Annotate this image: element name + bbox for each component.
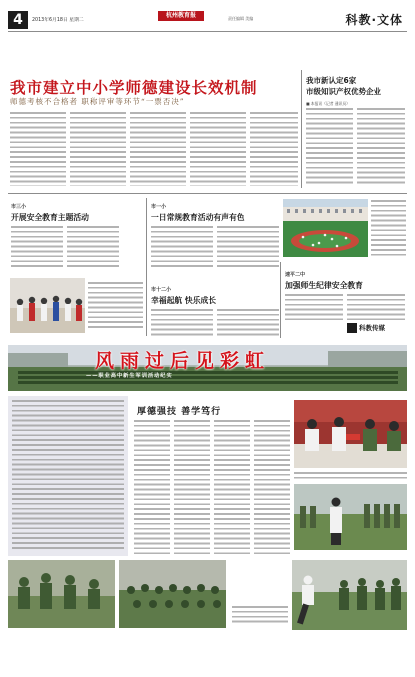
banner-subtitle: ——职业高中新生军训活动纪实 — [86, 373, 173, 379]
school-story-text — [217, 309, 279, 337]
playground-photo-art — [283, 199, 368, 257]
feature-column-1 — [134, 420, 170, 554]
lead-column-5 — [250, 112, 298, 186]
lead-headline: 我市建立中小学师德建设长效机制 — [10, 79, 258, 97]
page-header — [8, 8, 407, 32]
column-divider — [146, 198, 147, 336]
school-story-text — [347, 294, 405, 320]
tool-logo — [347, 322, 405, 334]
lead-column-4 — [190, 112, 246, 186]
feature-column-3 — [214, 420, 250, 554]
lead-column-1 — [10, 112, 66, 186]
side-brief-text — [371, 200, 406, 256]
feature-column-4 — [254, 420, 290, 554]
banner-title: 风雨过后见彩虹 — [95, 350, 271, 372]
drill-photo-1 — [8, 560, 115, 628]
lead-subhead: 师德考核不合格者 职称评审等环节“一票否决” — [10, 97, 185, 106]
feature-column-2 — [174, 420, 210, 554]
side-story-column-2 — [357, 108, 405, 186]
school-story-text — [67, 226, 119, 270]
lead-column-2 — [70, 112, 126, 186]
side-story-column-1 — [306, 108, 353, 186]
playground-photo — [283, 199, 368, 257]
school-name: 市十二小 — [151, 287, 172, 293]
editor-line: 责任编辑 美编 — [228, 16, 254, 21]
award-photo — [294, 400, 407, 468]
column-divider — [301, 70, 302, 188]
drill-photo-3-art — [292, 560, 407, 630]
side-column-text — [294, 472, 407, 482]
page-number: 4 — [8, 11, 28, 29]
header-rule — [8, 31, 407, 32]
school-name: 市一小 — [151, 204, 167, 210]
students-photo-art — [10, 278, 85, 333]
review-photo — [294, 484, 407, 550]
feature-intro-text — [12, 400, 124, 550]
side-story-title-line2: 市级知识产权优势企业 — [306, 87, 381, 96]
school-name: 速平二中 — [285, 272, 306, 278]
masthead-logo: 杭州教育报 — [158, 11, 204, 21]
students-photo — [10, 278, 85, 333]
school-story-text — [285, 294, 343, 320]
drill-photo-2-art — [119, 560, 226, 628]
school-story-text — [217, 226, 279, 270]
photo-caption-text — [88, 282, 143, 330]
award-photo-art — [294, 400, 407, 468]
drill-photo-2 — [119, 560, 226, 628]
logo-text: 科教传媒 — [359, 324, 385, 332]
school-story-text — [11, 226, 63, 270]
side-story-byline: ■ 本报讯（记者 通讯员） — [306, 101, 350, 106]
column-divider — [280, 262, 281, 338]
side-story-title-line1: 我市新认定6家 — [306, 76, 357, 85]
school-story-title: 一日常规教育活动有声有色 — [151, 213, 245, 222]
feature-title: 厚德强技 善学笃行 — [137, 407, 222, 417]
school-story-title: 幸福起航 快乐成长 — [151, 296, 217, 305]
side-story-title — [306, 75, 381, 97]
school-name: 市三小 — [11, 204, 27, 210]
section-divider — [8, 193, 407, 194]
review-photo-art — [294, 484, 407, 550]
drill-photo-1-art — [8, 560, 115, 628]
drill-photo-3 — [292, 560, 407, 630]
school-story-text — [151, 309, 213, 337]
school-story-title: 加强师生纪律安全教育 — [285, 281, 363, 290]
section-title: 科教·文体 — [345, 13, 403, 27]
issue-date: 2013年6月18日 星期二 — [32, 18, 84, 23]
lead-column-3 — [130, 112, 186, 186]
school-story-text — [151, 226, 213, 270]
school-story-title: 开展安全教育主题活动 — [11, 213, 89, 222]
photo-legend-text — [232, 606, 288, 624]
logo-mark-icon — [347, 323, 357, 333]
